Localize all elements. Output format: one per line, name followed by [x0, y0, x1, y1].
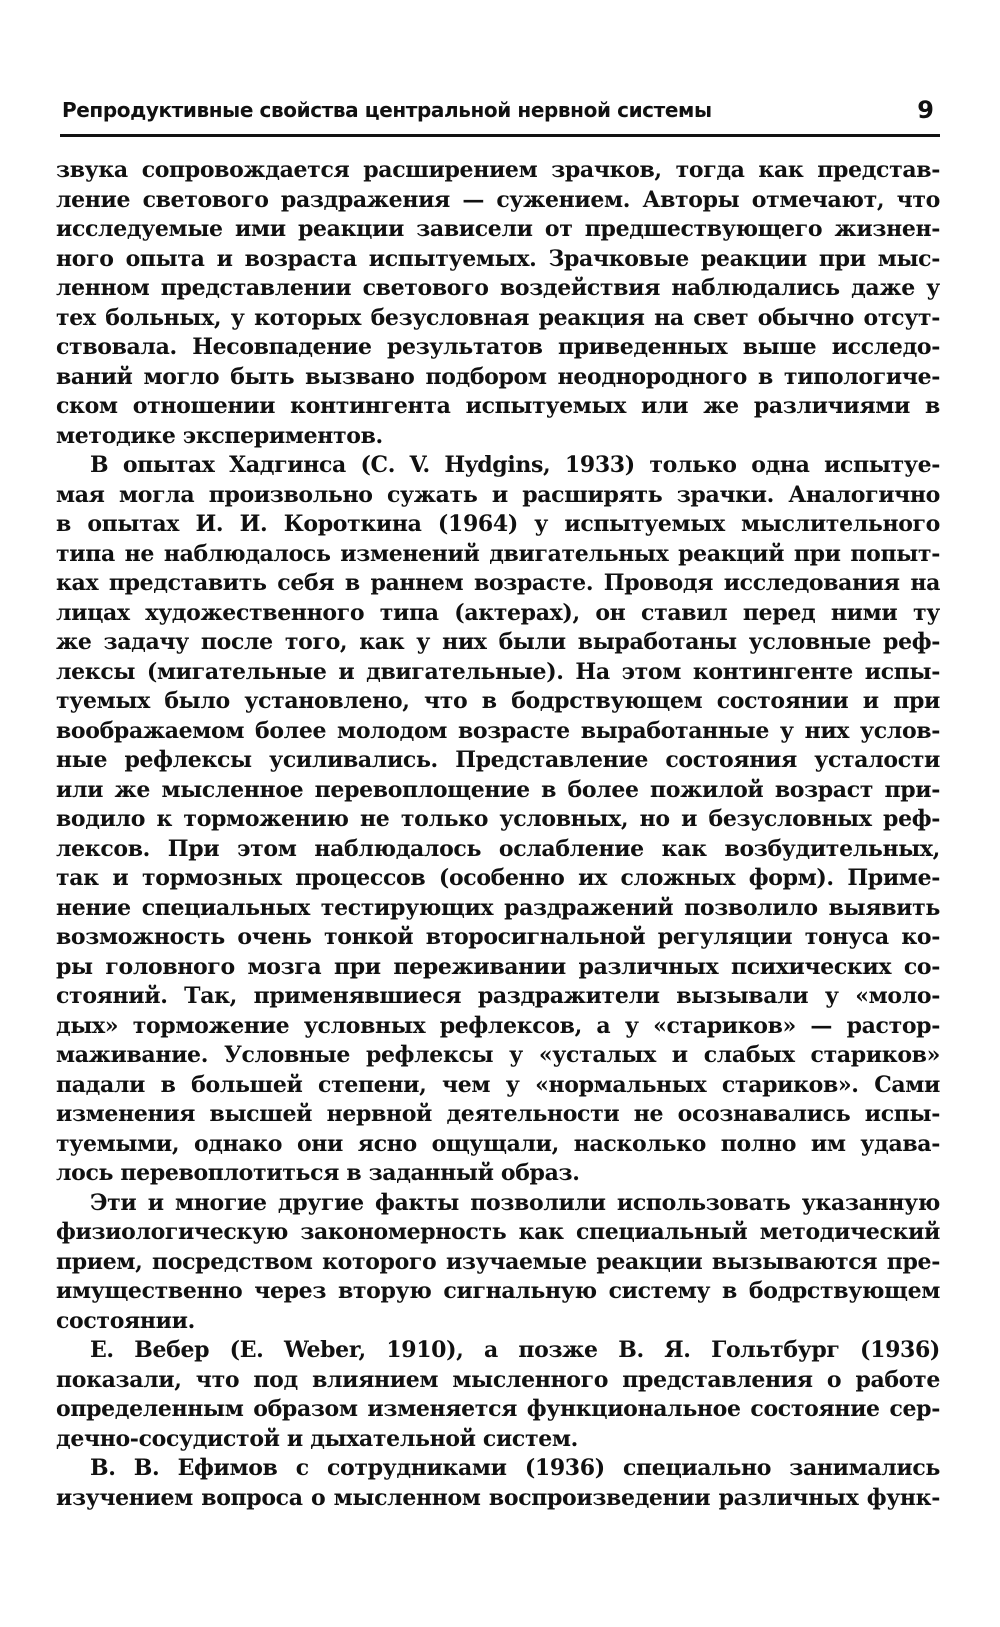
text-line: мая могла произвольно сужать и расширять зрачки. Аналогично — [56, 481, 940, 508]
text-line: туемых было установлено, что в бодрствующем состоянии и при — [56, 688, 940, 714]
text-line: методике экспериментов. — [56, 422, 383, 449]
text-line: нение специальных тестирующих раздражений позволило выявить — [56, 894, 940, 921]
text-line: возможность очень тонкой второсигнальной регуляции тонуса ко- — [56, 924, 940, 950]
running-title: Репродуктивные свойства центральной нервной системы — [62, 98, 712, 122]
text-line: определенным образом изменяется функциональное состояние сер- — [56, 1396, 940, 1422]
text-line: воображаемом более молодом возрасте выработанные у них услов- — [56, 717, 940, 744]
text-line: ры головного мозга при переживании различных психических со- — [56, 953, 940, 980]
text-line: изменения высшей нервной деятельности не осознавались испы- — [56, 1101, 940, 1127]
text-line: лось перевоплотиться в заданный образ. — [56, 1160, 580, 1186]
text-line: маживание. Условные рефлексы у «усталых и слабых стариков» — [56, 1042, 940, 1068]
text-line: же задачу после того, как у них были выработаны условные реф- — [56, 629, 940, 655]
text-line: исследуемые ими реакции зависели от предшествующего жизнен- — [56, 216, 940, 242]
text-line: имущественно через вторую сигнальную систему в бодрствующем — [56, 1278, 940, 1304]
text-line: типа не наблюдалось изменений двигательных реакций при попыт- — [56, 540, 940, 567]
page-number: 9 — [917, 96, 934, 124]
text-line: дых» торможение условных рефлексов, а у «стариков» — растор- — [56, 1012, 940, 1039]
text-line: В опытах Хадгинса (С. V. Hydgins, 1933) только одна испытуе- — [90, 452, 940, 478]
text-line: В. В. Ефимов с сотрудниками (1936) специально занимались — [90, 1455, 940, 1481]
text-line: ление светового раздражения — сужением. Авторы отмечают, что — [56, 186, 940, 213]
text-line: Эти и многие другие факты позволили использовать указанную — [90, 1189, 940, 1216]
running-head — [60, 94, 940, 137]
text-line: так и тормозных процессов (особенно их сложных форм). Приме- — [56, 865, 940, 891]
text-line: падали в большей степени, чем у «нормальных стариков». Сами — [56, 1071, 940, 1098]
text-line: звука сопровождается расширением зрачков, тогда как представ- — [56, 157, 940, 183]
text-line: лексов. При этом наблюдалось ослабление как возбудительных, — [56, 835, 940, 862]
text-line: ваний могло быть вызвано подбором неоднородного в типологиче- — [56, 363, 940, 390]
text-line: показали, что под влиянием мысленного представления о работе — [56, 1366, 940, 1393]
text-line: тех больных, у которых безусловная реакция на свет обычно отсут- — [56, 304, 940, 331]
body-text — [56, 156, 940, 1513]
text-line: стояний. Так, применявшиеся раздражители вызывали у «моло- — [56, 983, 940, 1009]
text-line: дечно-сосудистой и дыхательной систем. — [56, 1425, 578, 1452]
text-line: лексы (мигательные и двигательные). На этом контингенте испы- — [56, 658, 940, 685]
text-line: изучением вопроса о мысленном воспроизведении различных функ- — [56, 1484, 940, 1511]
text-line: ках представить себя в раннем возрасте. Проводя исследования на — [56, 570, 940, 596]
text-line: лицах художественного типа (актерах), он ставил перед ними ту — [56, 599, 940, 626]
text-line: ного опыта и возраста испытуемых. Зрачковые реакции при мыс- — [56, 245, 940, 272]
text-line: Е. Вебер (Е. Weber, 1910), а позже В. Я. Гольтбург (1936) — [90, 1337, 940, 1363]
text-line: физиологическую закономерность как специальный методический — [56, 1219, 940, 1245]
text-line: туемыми, однако они ясно ощущали, насколько полно им удава- — [56, 1130, 940, 1157]
text-line: прием, посредством которого изучаемые реакции вызываются пре- — [56, 1248, 940, 1275]
text-line: ском отношении контингента испытуемых или же различиями в — [56, 393, 940, 419]
text-line: или же мысленное перевоплощение в более пожилой возраст при- — [56, 776, 940, 803]
text-line: в опытах И. И. Короткина (1964) у испытуемых мыслительного — [56, 511, 940, 537]
text-line: ные рефлексы усиливались. Представление состояния усталости — [56, 747, 940, 773]
text-line: водило к торможению не только условных, но и безусловных реф- — [56, 806, 940, 832]
text-line: ствовала. Несовпадение результатов приведенных выше исследо- — [56, 334, 940, 360]
text-line: состоянии. — [56, 1307, 195, 1334]
text-line: ленном представлении светового воздействия наблюдались даже у — [56, 275, 940, 301]
